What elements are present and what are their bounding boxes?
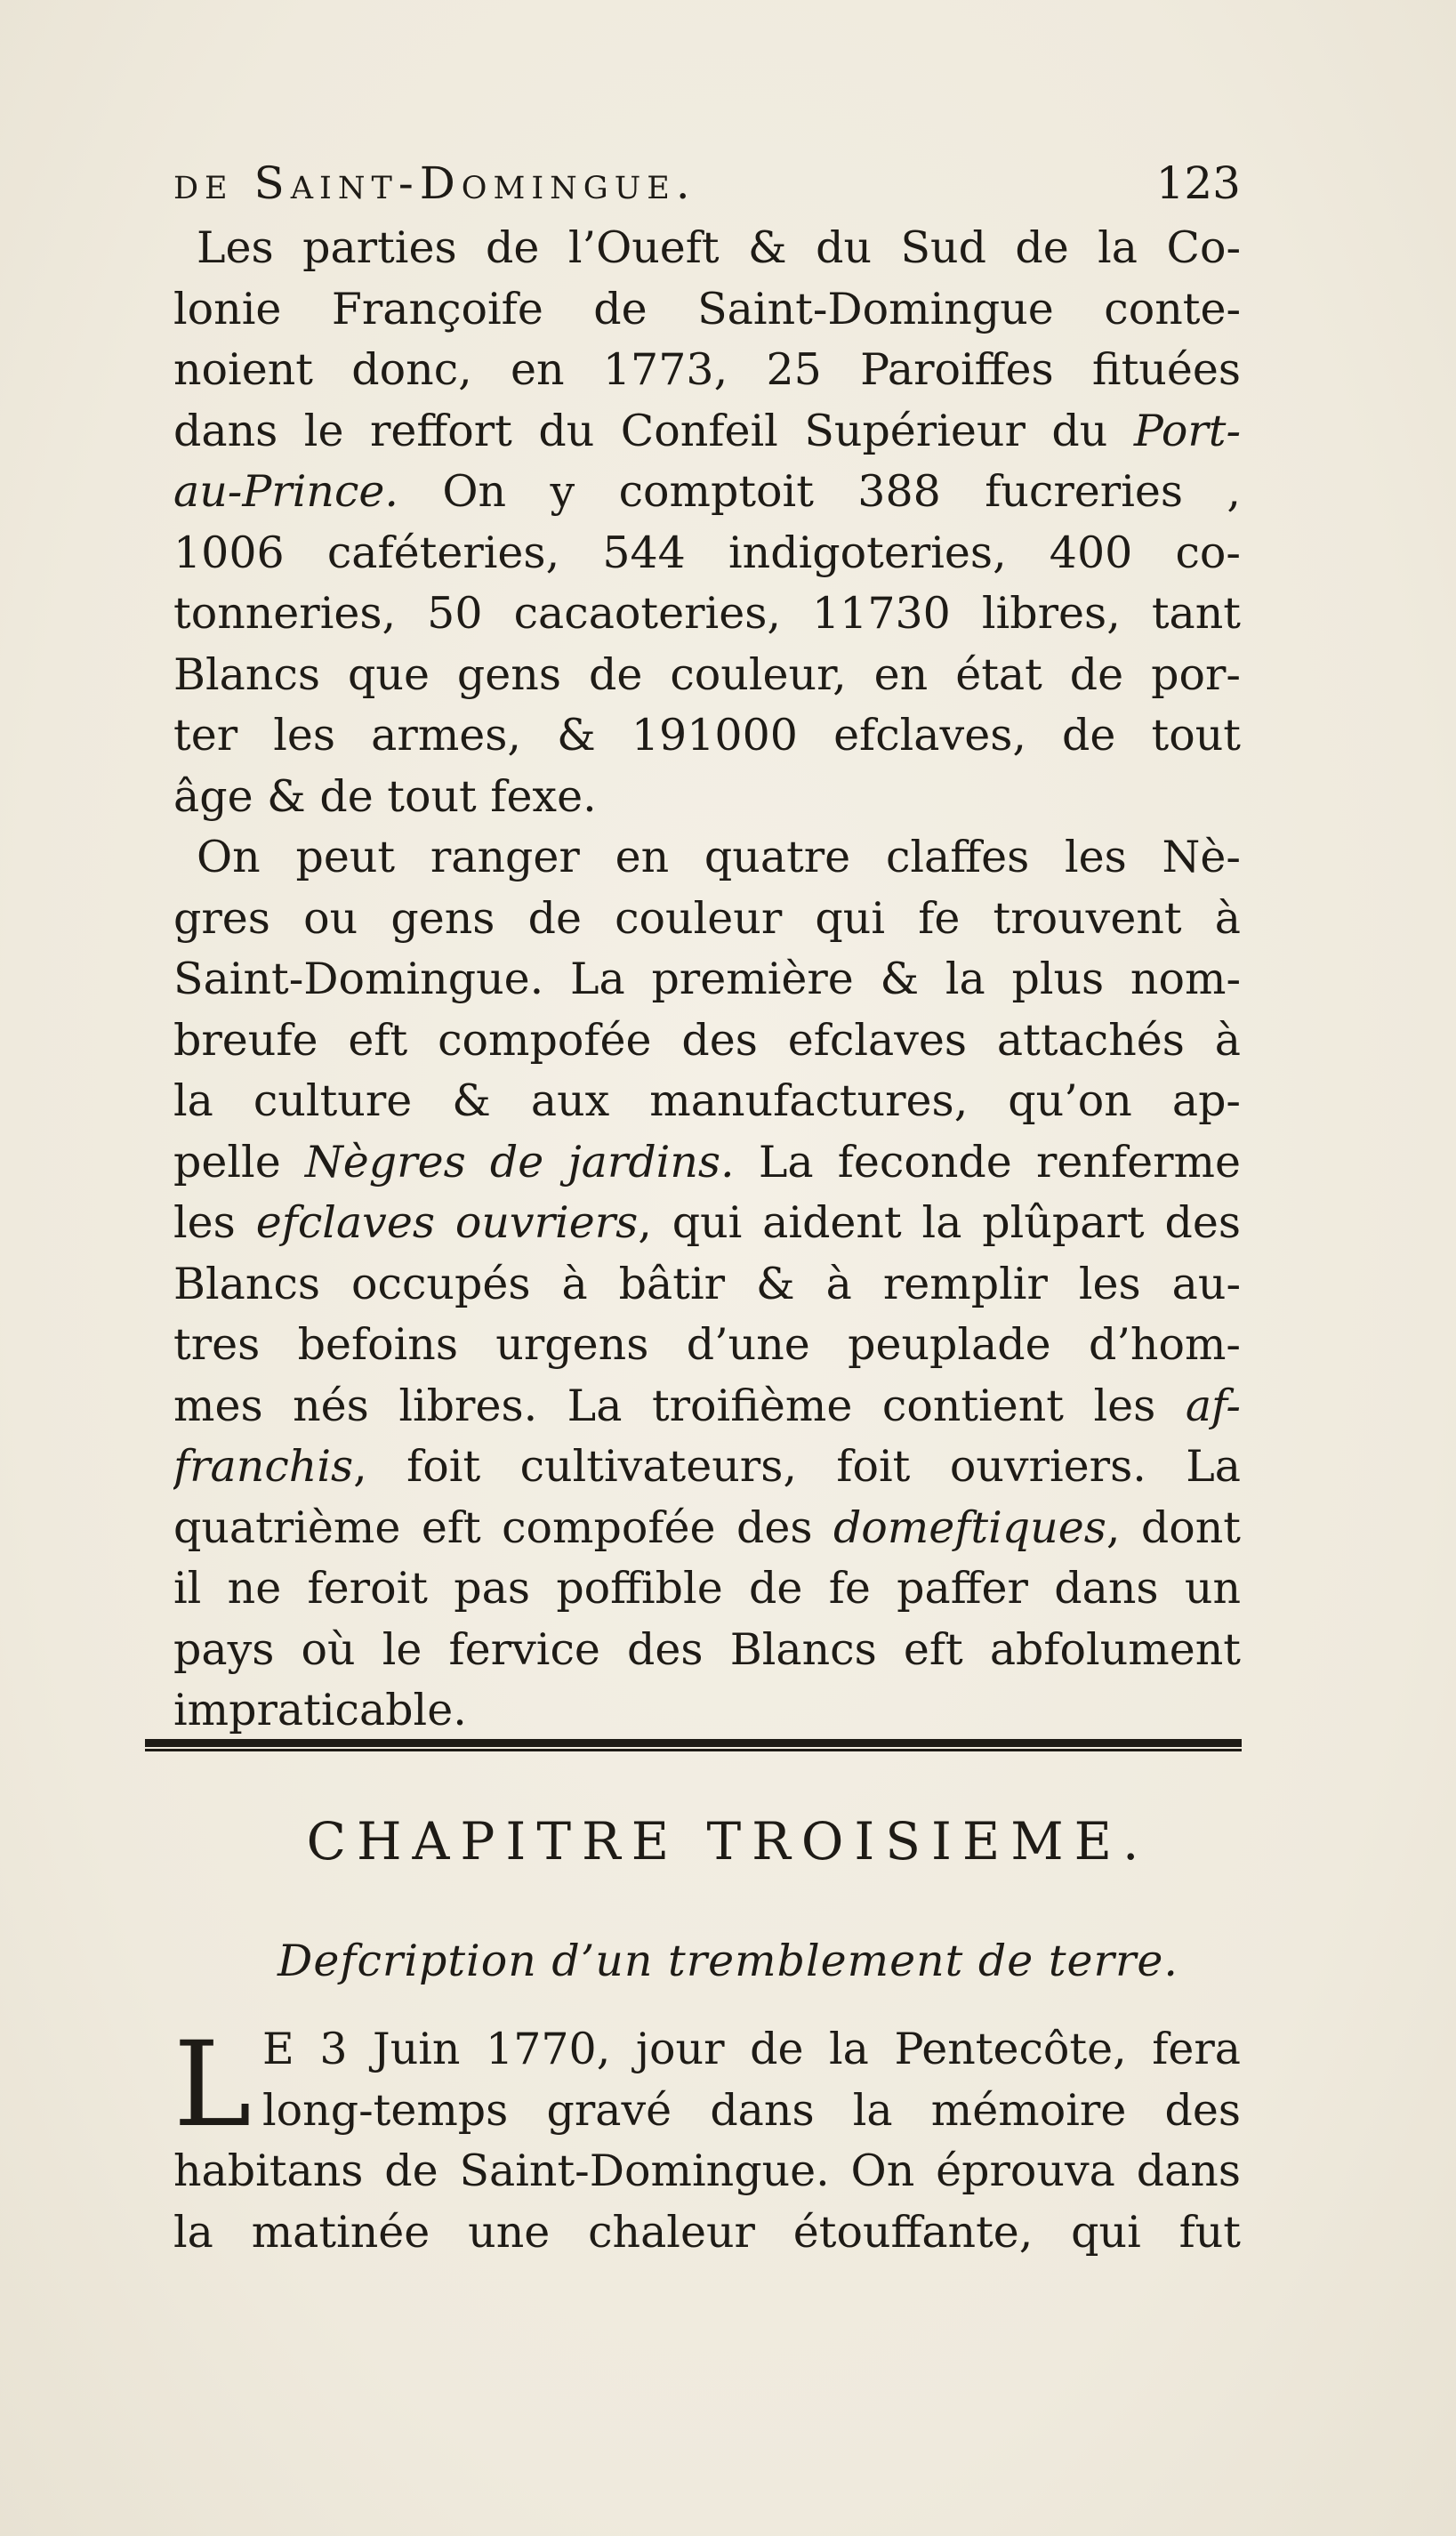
running-header — [173, 151, 1241, 215]
italic-term: efclaves ouvriers — [255, 1197, 639, 1248]
text-line: gres ou gens de couleur qui fe trouvent à — [173, 892, 1241, 944]
text-span: les — [173, 1197, 236, 1248]
text-line: Saint-Domingue. La première & la plus nom- — [173, 954, 1241, 1004]
text-line: tres befoins urgens d’une peuplade d’hom- — [173, 1319, 1241, 1370]
drop-cap: L — [173, 2017, 252, 2154]
text-line: pays où le fervice des Blancs eft abfolument — [173, 1623, 1241, 1675]
text-line: Blancs occupés à bâtir & à remplir les au- — [173, 1258, 1241, 1309]
text-line: la matinée une chaleur étouffante, qui fut — [173, 2206, 1241, 2258]
text-span: , dont — [1106, 1501, 1241, 1553]
text-line: habitans de Saint-Domingue. On éprouva dans — [173, 2146, 1241, 2196]
text-line: E 3 Juin 1770, jour de la Pentecôte, fera — [262, 2024, 1241, 2074]
text-line: la culture & aux manufactures, qu’on ap- — [173, 1075, 1241, 1126]
text-line: Les parties de l’Oueft & du Sud de la Co- — [197, 222, 1241, 273]
text-line — [173, 1132, 1241, 1194]
text-line: tonneries, 50 cacaoteries, 11730 libres, tant — [173, 588, 1241, 639]
text-span: , qui aident la plûpart des — [638, 1197, 1241, 1248]
italic-place-name: Port- — [1133, 405, 1241, 456]
italic-term: Nègres de jardins. — [304, 1136, 735, 1187]
text-line — [173, 1376, 1241, 1437]
text-line — [173, 1498, 1241, 1559]
italic-term: franchis — [173, 1441, 354, 1492]
text-line: noient donc, en 1773, 25 Paroiffes fituées — [173, 344, 1241, 395]
text-span: La feconde renferme — [734, 1136, 1241, 1187]
italic-place-name: au-Prince. — [173, 466, 398, 517]
text-line — [173, 462, 1241, 523]
italic-term: af- — [1185, 1380, 1241, 1431]
text-line: ter les armes, & 191000 efclaves, de tout — [173, 710, 1241, 761]
text-line: Blancs que gens de couleur, en état de por- — [173, 648, 1241, 700]
text-span: mes nés libres. La troifième contient les — [173, 1380, 1156, 1431]
text-line: impraticable. — [173, 1685, 467, 1735]
chapter-subtitle: Defcription d’un tremblement de terre. — [278, 1936, 1178, 1986]
text-span: pelle — [173, 1136, 281, 1187]
italic-term: domeftiques — [833, 1501, 1106, 1553]
text-line: 1006 caféteries, 544 indigoteries, 400 co- — [173, 527, 1241, 578]
chapter-text — [173, 2019, 1241, 2263]
text-line — [173, 1193, 1241, 1254]
text-line: breufe eft compofée des efclaves attachés à — [173, 1014, 1241, 1066]
main-text — [173, 218, 1241, 1742]
text-line: On peut ranger en quatre claffes les Nè- — [197, 832, 1241, 882]
running-title: de Saint-Domingue. — [173, 157, 696, 209]
text-line: long-temps gravé dans la mémoire des — [262, 2084, 1241, 2136]
text-span: , foit cultivateurs, foit ouvriers. La — [353, 1441, 1241, 1492]
text-line — [173, 1437, 1241, 1498]
text-line — [173, 401, 1241, 463]
text-span: quatrième eft compofée des — [173, 1501, 813, 1553]
ornamental-rule — [145, 1739, 1242, 1751]
chapter-heading: CHAPITRE TROISIEME. — [306, 1811, 1150, 1872]
text-span: On y comptoit 388 fucreries , — [398, 466, 1241, 517]
text-line: il ne feroit pas poffible de fe paffer dans un — [173, 1563, 1241, 1614]
page-number: 123 — [1155, 157, 1241, 209]
text-line: lonie Françoife de Saint-Domingue conte- — [173, 283, 1241, 334]
text-line: âge & de tout fexe. — [173, 770, 597, 822]
text-span: dans le reffort du Confeil Supérieur du — [173, 405, 1108, 456]
